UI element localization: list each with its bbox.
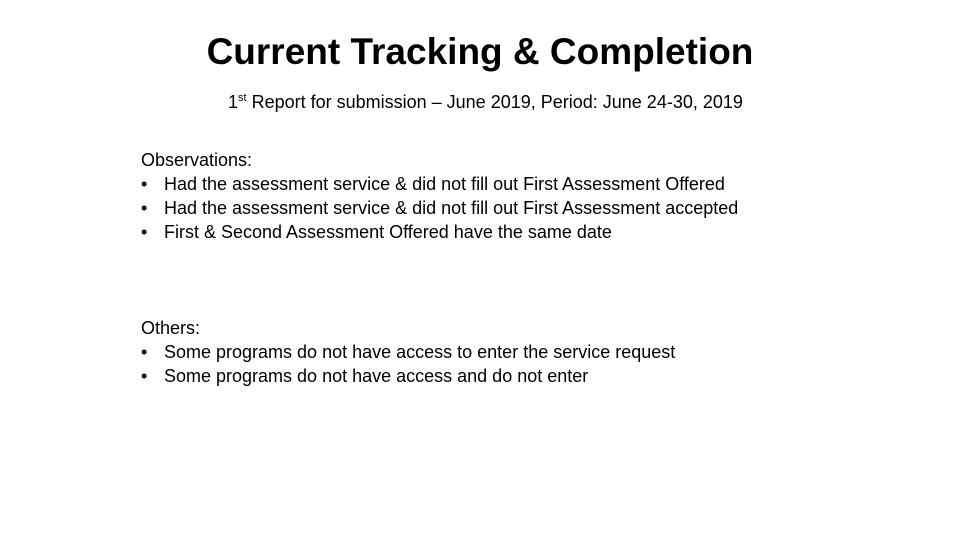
list-item (141, 364, 675, 388)
others-section (141, 316, 675, 388)
bullet-icon: • (141, 366, 148, 386)
list-item (141, 220, 738, 244)
slide-title: Current Tracking & Completion (206, 31, 754, 72)
list-item-text: Some programs do not have access to enter the service request (164, 342, 676, 362)
list-item (141, 196, 738, 220)
observations-list (141, 172, 738, 244)
others-list (141, 340, 675, 388)
observations-section (141, 148, 738, 244)
bullet-icon: • (141, 198, 148, 218)
subtitle-ordinal-suffix: st (238, 92, 247, 104)
bullet-icon: • (141, 342, 148, 362)
list-item (141, 340, 675, 364)
bullet-icon: • (141, 222, 148, 242)
slide-subtitle (228, 90, 743, 114)
observations-heading: Observations: (141, 150, 253, 170)
others-heading: Others: (141, 318, 201, 338)
list-item-text: Had the assessment service & did not fill out First Assessment accepted (164, 198, 739, 218)
subtitle-text: Report for submission – June 2019, Period: June 24-30, 2019 (246, 92, 743, 112)
subtitle-ordinal-number: 1 (228, 92, 239, 112)
list-item (141, 172, 738, 196)
list-item-text: Some programs do not have access and do not enter (164, 366, 589, 386)
list-item-text: Had the assessment service & did not fill out First Assessment Offered (164, 174, 725, 194)
list-item-text: First & Second Assessment Offered have the same date (164, 222, 612, 242)
bullet-icon: • (141, 174, 148, 194)
